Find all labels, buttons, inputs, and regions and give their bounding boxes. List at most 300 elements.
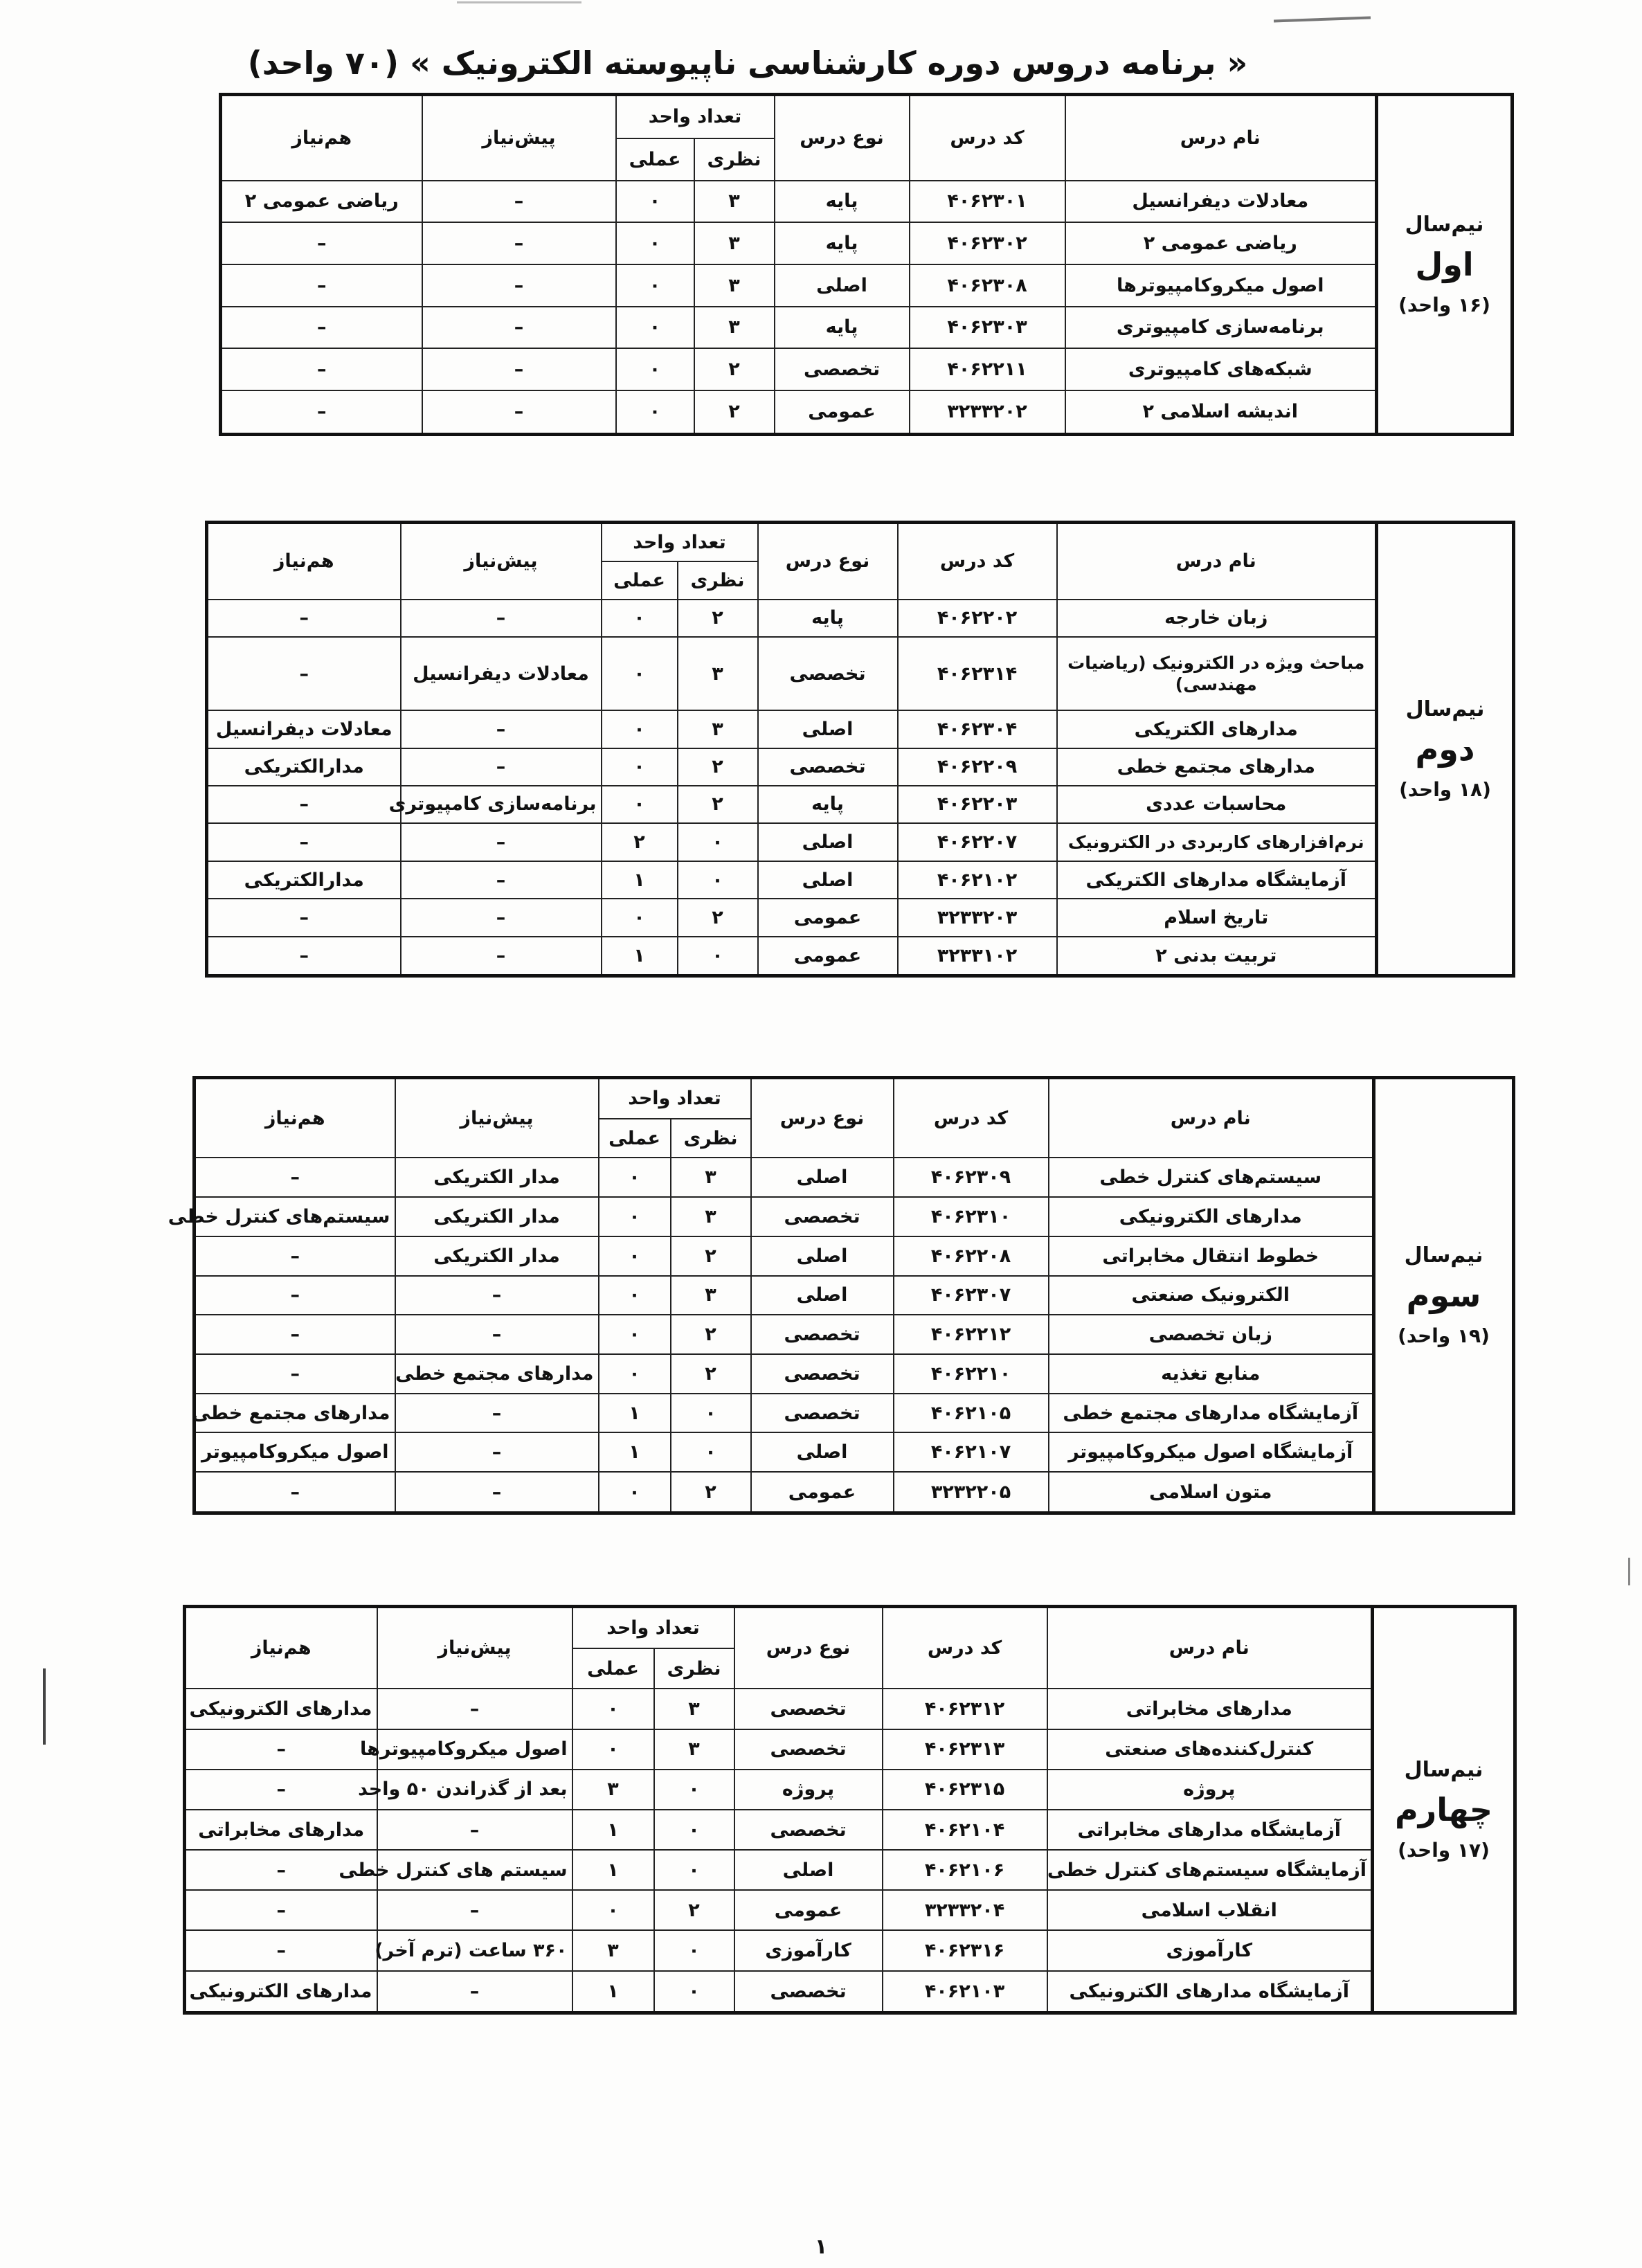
semester-units: (۱۶ واحد) [1398, 294, 1490, 316]
practical-units-cell: ۰ [602, 600, 678, 637]
prerequisite-cell: مدار الکتریکی [395, 1236, 599, 1276]
course-name-cell: اندیشه اسلامی ۲ [1065, 390, 1377, 435]
scan-artifact [457, 1, 581, 3]
corequisite-cell: مدارالکتریکی [207, 861, 401, 899]
semester-body-3 [168, 1078, 1514, 1513]
prerequisite-cell: – [422, 348, 616, 390]
course-type-cell: اصلی [734, 1850, 883, 1890]
table-row [207, 899, 1514, 936]
theory-units-cell: ۰ [678, 861, 758, 899]
prerequisite-cell: – [377, 1971, 572, 2013]
prerequisite-cell: – [401, 748, 602, 786]
table-row [185, 1770, 1515, 1810]
theory-units-cell: ۲ [654, 1890, 734, 1930]
header-course-code: کد درس [898, 523, 1057, 600]
corequisite-cell: – [195, 1158, 395, 1197]
course-code-cell: ۴۰۶۲۲۱۰ [894, 1354, 1049, 1394]
header-course-type: نوع درس [751, 1078, 894, 1158]
practical-units-cell: ۰ [602, 748, 678, 786]
header-theory: نظری [694, 138, 775, 181]
theory-units-cell: ۰ [671, 1432, 751, 1472]
theory-units-cell: ۳ [654, 1689, 734, 1729]
table-row [221, 181, 1513, 223]
table-row [221, 222, 1513, 264]
course-name-cell: آزمایشگاه مدارهای مجتمع خطی [1049, 1394, 1374, 1433]
corequisite-cell: – [221, 307, 422, 349]
course-name-cell: تربیت بدنی ۲ [1057, 937, 1377, 976]
course-code-cell: ۴۰۶۲۳۰۸ [910, 264, 1065, 307]
semester-table-4 [183, 1605, 1513, 2015]
corequisite-cell: – [185, 1770, 377, 1810]
prerequisite-cell: – [377, 1810, 572, 1850]
course-code-cell: ۴۰۶۲۲۰۳ [898, 786, 1057, 823]
practical-units-cell: ۰ [599, 1354, 671, 1394]
header-theory: نظری [671, 1119, 751, 1158]
course-name-cell: مدارهای الکتریکی [1057, 710, 1377, 748]
header-practical: عملی [572, 1648, 654, 1689]
header-corequisite: هم‌نیاز [221, 95, 422, 181]
header-course-type: نوع درس [758, 523, 898, 600]
corequisite-cell: معادلات دیفرانسیل [207, 710, 401, 748]
header-practical: عملی [599, 1119, 671, 1158]
prerequisite-cell: – [401, 861, 602, 899]
prerequisite-cell: – [395, 1472, 599, 1513]
prerequisite-cell: – [395, 1315, 599, 1354]
table-row [207, 600, 1514, 637]
corequisite-cell: – [195, 1236, 395, 1276]
table-row [185, 1890, 1515, 1930]
course-code-cell: ۳۲۳۳۲۰۳ [898, 899, 1057, 936]
course-code-cell: ۴۰۶۲۲۱۱ [910, 348, 1065, 390]
scan-artifact [1274, 17, 1371, 23]
practical-units-cell: ۰ [602, 786, 678, 823]
course-name-cell: خطوط انتقال مخابراتی [1049, 1236, 1374, 1276]
prerequisite-cell: – [395, 1394, 599, 1433]
theory-units-cell: ۳ [678, 637, 758, 710]
course-name-cell: زبان تخصصی [1049, 1315, 1374, 1354]
header-course-code: کد درس [883, 1607, 1047, 1689]
semester-label-cell [1373, 1607, 1515, 2013]
course-name-cell: منابع تغذیه [1049, 1354, 1374, 1394]
theory-units-cell: ۰ [671, 1394, 751, 1433]
course-name-cell: آزمایشگاه مدارهای الکترونیکی [1047, 1971, 1373, 2013]
corequisite-cell: – [221, 390, 422, 435]
semester-label-cell [1377, 95, 1513, 435]
course-code-cell: ۴۰۶۲۱۰۳ [883, 1971, 1047, 2013]
header-course-name: نام درس [1065, 95, 1377, 181]
theory-units-cell: ۳ [671, 1197, 751, 1236]
practical-units-cell: ۰ [616, 264, 694, 307]
course-type-cell: عمومی [734, 1890, 883, 1930]
course-type-cell: عمومی [758, 899, 898, 936]
course-type-cell: تخصصی [734, 1689, 883, 1729]
course-code-cell: ۴۰۶۲۳۰۹ [894, 1158, 1049, 1197]
semester-body-1 [221, 95, 1513, 435]
corequisite-cell: – [221, 222, 422, 264]
course-name-cell: معادلات دیفرانسیل [1065, 181, 1377, 223]
prerequisite-cell: – [377, 1890, 572, 1930]
course-type-cell: اصلی [758, 710, 898, 748]
table-row [195, 1158, 1514, 1197]
course-code-cell: ۴۰۶۲۱۰۵ [894, 1394, 1049, 1433]
semester-units: (۱۸ واحد) [1399, 778, 1491, 801]
theory-units-cell: ۲ [694, 390, 775, 435]
header-practical: عملی [602, 561, 678, 599]
theory-units-cell: ۳ [654, 1729, 734, 1770]
theory-units-cell: ۰ [654, 1770, 734, 1810]
practical-units-cell: ۰ [616, 222, 694, 264]
course-code-cell: ۴۰۶۲۳۰۳ [910, 307, 1065, 349]
header-units: تعداد واحد [616, 95, 775, 138]
semester-label: نیم‌سال [1405, 213, 1484, 237]
course-code-cell: ۴۰۶۲۱۰۷ [894, 1432, 1049, 1472]
practical-units-cell: ۰ [599, 1236, 671, 1276]
course-type-cell: تخصصی [751, 1315, 894, 1354]
course-code-cell: ۳۲۳۳۲۰۲ [910, 390, 1065, 435]
header-theory: نظری [654, 1648, 734, 1689]
prerequisite-cell: – [422, 390, 616, 435]
table-row [195, 1315, 1514, 1354]
course-type-cell: پایه [775, 222, 910, 264]
course-code-cell: ۴۰۶۲۱۰۲ [898, 861, 1057, 899]
header-course-code: کد درس [894, 1078, 1049, 1158]
prerequisite-cell: – [422, 264, 616, 307]
theory-units-cell: ۳ [694, 264, 775, 307]
course-name-cell: مدارهای مخابراتی [1047, 1689, 1373, 1729]
header-prerequisite: پیش‌نیاز [401, 523, 602, 600]
course-type-cell: پایه [775, 307, 910, 349]
course-name-cell: انقلاب اسلامی [1047, 1890, 1373, 1930]
corequisite-cell: – [185, 1729, 377, 1770]
table-row [185, 1850, 1515, 1890]
course-type-cell: تخصصی [758, 748, 898, 786]
practical-units-cell: ۰ [599, 1315, 671, 1354]
table-row [195, 1432, 1514, 1472]
semester-body-2 [207, 523, 1514, 976]
header-practical: عملی [616, 138, 694, 181]
table-row [195, 1276, 1514, 1315]
corequisite-cell: ریاضی عمومی ۲ [221, 181, 422, 223]
course-type-cell: تخصصی [734, 1971, 883, 2013]
course-type-cell: عمومی [751, 1472, 894, 1513]
course-code-cell: ۴۰۶۲۳۱۲ [883, 1689, 1047, 1729]
course-code-cell: ۴۰۶۲۳۱۶ [883, 1930, 1047, 1970]
page-number: ۱ [814, 2235, 828, 2259]
course-type-cell: اصلی [751, 1236, 894, 1276]
table-row [195, 1472, 1514, 1513]
semester-label-cell [1377, 523, 1514, 976]
prerequisite-cell: – [401, 710, 602, 748]
course-type-cell: تخصصی [751, 1394, 894, 1433]
corequisite-cell: – [195, 1354, 395, 1394]
table-row [195, 1354, 1514, 1394]
corequisite-cell: – [207, 786, 401, 823]
theory-units-cell: ۲ [671, 1315, 751, 1354]
table-row [207, 861, 1514, 899]
header-row [221, 95, 1513, 138]
course-name-cell: آزمایشگاه مدارهای الکتریکی [1057, 861, 1377, 899]
header-prerequisite: پیش‌نیاز [377, 1607, 572, 1689]
theory-units-cell: ۳ [671, 1158, 751, 1197]
semester-table-3 [168, 1076, 1512, 1515]
corequisite-cell: – [207, 600, 401, 637]
course-name-cell: سیستم‌های کنترل خطی [1049, 1158, 1374, 1197]
prerequisite-cell: – [401, 823, 602, 861]
course-name-cell: شبکه‌های کامپیوتری [1065, 348, 1377, 390]
scan-artifact [1628, 1558, 1630, 1585]
course-code-cell: ۴۰۶۲۳۱۳ [883, 1729, 1047, 1770]
semester-units: (۱۹ واحد) [1398, 1324, 1490, 1347]
corequisite-cell: – [195, 1276, 395, 1315]
corequisite-cell: – [221, 348, 422, 390]
corequisite-cell: – [195, 1315, 395, 1354]
practical-units-cell: ۱ [572, 1971, 654, 2013]
corequisite-cell: – [185, 1890, 377, 1930]
table-row [207, 937, 1514, 976]
course-type-cell: پروژه [734, 1770, 883, 1810]
practical-units-cell: ۰ [616, 390, 694, 435]
course-type-cell: کارآموزی [734, 1930, 883, 1970]
theory-units-cell: ۲ [678, 748, 758, 786]
practical-units-cell: ۱ [599, 1432, 671, 1472]
header-theory: نظری [678, 561, 758, 599]
practical-units-cell: ۱ [572, 1810, 654, 1850]
table-row [185, 1971, 1515, 2013]
header-prerequisite: پیش‌نیاز [395, 1078, 599, 1158]
table-row [221, 307, 1513, 349]
semester-label: نیم‌سال [1404, 1243, 1483, 1268]
header-corequisite: هم‌نیاز [195, 1078, 395, 1158]
course-name-cell: ریاضی عمومی ۲ [1065, 222, 1377, 264]
table-row [221, 264, 1513, 307]
header-row [185, 1607, 1515, 1649]
semester-units: (۱۷ واحد) [1398, 1839, 1490, 1862]
course-name-cell: تاریخ اسلام [1057, 899, 1377, 936]
practical-units-cell: ۲ [602, 823, 678, 861]
course-code-cell: ۴۰۶۲۳۱۴ [898, 637, 1057, 710]
header-course-name: نام درس [1047, 1607, 1373, 1689]
practical-units-cell: ۰ [616, 348, 694, 390]
practical-units-cell: ۳ [572, 1930, 654, 1970]
course-code-cell: ۴۰۶۲۲۰۲ [898, 600, 1057, 637]
table-row [207, 637, 1514, 710]
course-type-cell: اصلی [758, 861, 898, 899]
corequisite-cell: – [207, 823, 401, 861]
theory-units-cell: ۳ [678, 710, 758, 748]
course-type-cell: اصلی [751, 1158, 894, 1197]
course-code-cell: ۳۲۳۲۲۰۵ [894, 1472, 1049, 1513]
scan-artifact [43, 1668, 46, 1745]
corequisite-cell: – [185, 1850, 377, 1890]
semester-table-1 [219, 93, 1510, 436]
theory-units-cell: ۲ [671, 1472, 751, 1513]
corequisite-cell: – [221, 264, 422, 307]
theory-units-cell: ۰ [678, 937, 758, 976]
theory-units-cell: ۳ [694, 222, 775, 264]
prerequisite-cell: – [395, 1276, 599, 1315]
theory-units-cell: ۲ [678, 786, 758, 823]
table-row [221, 348, 1513, 390]
corequisite-cell: مدارالکتریکی [207, 748, 401, 786]
theory-units-cell: ۰ [678, 823, 758, 861]
course-name-cell: کنترل‌کننده‌های صنعتی [1047, 1729, 1373, 1770]
course-type-cell: اصلی [775, 264, 910, 307]
course-name-cell: محاسبات عددی [1057, 786, 1377, 823]
page-title: « برنامه دروس دوره کارشناسی ناپیوسته الکترونیک » (۷۰ واحد) [247, 44, 1248, 82]
course-type-cell: عمومی [758, 937, 898, 976]
semester-label: نیم‌سال [1404, 1758, 1483, 1782]
header-course-name: نام درس [1057, 523, 1377, 600]
table-row [207, 786, 1514, 823]
table-row [195, 1236, 1514, 1276]
prerequisite-cell: معادلات دیفرانسیل [401, 637, 602, 710]
practical-units-cell: ۰ [616, 307, 694, 349]
table-row [221, 390, 1513, 435]
course-name-cell: کارآموزی [1047, 1930, 1373, 1970]
header-units: تعداد واحد [602, 523, 758, 562]
practical-units-cell: ۰ [599, 1197, 671, 1236]
theory-units-cell: ۰ [654, 1810, 734, 1850]
corequisite-cell: مدارهای الکترونیکی [185, 1689, 377, 1729]
theory-units-cell: ۳ [694, 307, 775, 349]
practical-units-cell: ۰ [602, 899, 678, 936]
prerequisite-cell: – [401, 600, 602, 637]
semester-label-cell [1374, 1078, 1514, 1513]
course-code-cell: ۴۰۶۲۱۰۶ [883, 1850, 1047, 1890]
course-code-cell: ۴۰۶۲۲۰۸ [894, 1236, 1049, 1276]
practical-units-cell: ۱ [572, 1850, 654, 1890]
theory-units-cell: ۰ [654, 1850, 734, 1890]
header-course-type: نوع درس [734, 1607, 883, 1689]
practical-units-cell: ۰ [572, 1689, 654, 1729]
header-row [195, 1078, 1514, 1119]
practical-units-cell: ۰ [572, 1890, 654, 1930]
practical-units-cell: ۱ [602, 861, 678, 899]
course-code-cell: ۳۲۳۳۲۰۴ [883, 1890, 1047, 1930]
course-name-cell: مدارهای مجتمع خطی [1057, 748, 1377, 786]
corequisite-cell: مدارهای الکترونیکی [185, 1971, 377, 2013]
practical-units-cell: ۰ [602, 710, 678, 748]
theory-units-cell: ۲ [671, 1236, 751, 1276]
corequisite-cell: سیستم‌های کنترل خطی [195, 1197, 395, 1236]
header-course-name: نام درس [1049, 1078, 1374, 1158]
course-type-cell: اصلی [751, 1432, 894, 1472]
course-code-cell: ۴۰۶۲۱۰۴ [883, 1810, 1047, 1850]
course-name-cell: برنامه‌سازی کامپیوتری [1065, 307, 1377, 349]
course-name-cell: متون اسلامی [1049, 1472, 1374, 1513]
prerequisite-cell: – [422, 181, 616, 223]
table-row [185, 1930, 1515, 1970]
semester-ordinal: دوم [1415, 730, 1475, 768]
prerequisite-cell: بعد از گذراندن ۵۰ واحد [377, 1770, 572, 1810]
prerequisite-cell: – [395, 1432, 599, 1472]
theory-units-cell: ۳ [694, 181, 775, 223]
practical-units-cell: ۱ [599, 1394, 671, 1433]
corequisite-cell: – [195, 1472, 395, 1513]
table-row [207, 710, 1514, 748]
practical-units-cell: ۳ [572, 1770, 654, 1810]
course-name-cell: اصول میکروکامپیوترها [1065, 264, 1377, 307]
table-row [195, 1394, 1514, 1433]
course-name-cell: نرم‌افزارهای کاربردی در الکترونیک [1057, 823, 1377, 861]
semester-ordinal: سوم [1406, 1276, 1481, 1314]
header-course-type: نوع درس [775, 95, 910, 181]
course-type-cell: اصلی [758, 823, 898, 861]
course-name-cell: زبان خارجه [1057, 600, 1377, 637]
course-code-cell: ۴۰۶۲۳۱۵ [883, 1770, 1047, 1810]
prerequisite-cell: سیستم های کنترل خطی [377, 1850, 572, 1890]
practical-units-cell: ۰ [599, 1472, 671, 1513]
practical-units-cell: ۰ [599, 1276, 671, 1315]
corequisite-cell: اصول میکروکامپیوتر [195, 1432, 395, 1472]
corequisite-cell: – [207, 937, 401, 976]
practical-units-cell: ۰ [599, 1158, 671, 1197]
theory-units-cell: ۳ [671, 1276, 751, 1315]
course-code-cell: ۴۰۶۲۲۰۹ [898, 748, 1057, 786]
prerequisite-cell: – [401, 899, 602, 936]
theory-units-cell: ۰ [654, 1930, 734, 1970]
course-type-cell: تخصصی [734, 1810, 883, 1850]
semester-ordinal: اول [1415, 245, 1474, 283]
corequisite-cell: – [207, 899, 401, 936]
course-name-cell: الکترونیک صنعتی [1049, 1276, 1374, 1315]
header-corequisite: هم‌نیاز [207, 523, 401, 600]
course-type-cell: تخصصی [751, 1354, 894, 1394]
prerequisite-cell: اصول میکروکامپیوترها [377, 1729, 572, 1770]
semester-label: نیم‌سال [1405, 697, 1485, 721]
course-code-cell: ۴۰۶۲۳۰۷ [894, 1276, 1049, 1315]
course-type-cell: تخصصی [775, 348, 910, 390]
semester-table-2 [205, 521, 1512, 978]
course-type-cell: پایه [775, 181, 910, 223]
corequisite-cell: – [185, 1930, 377, 1970]
theory-units-cell: ۲ [678, 899, 758, 936]
course-name-cell: آزمایشگاه اصول میکروکامپیوتر [1049, 1432, 1374, 1472]
corequisite-cell: مدارهای مجتمع خطی [195, 1394, 395, 1433]
prerequisite-cell: مدار الکتریکی [395, 1197, 599, 1236]
theory-units-cell: ۲ [694, 348, 775, 390]
course-type-cell: پایه [758, 600, 898, 637]
header-course-code: کد درس [910, 95, 1065, 181]
semester-body-4 [185, 1607, 1515, 2013]
header-units: تعداد واحد [572, 1607, 734, 1649]
course-type-cell: تخصصی [758, 637, 898, 710]
table-row [185, 1810, 1515, 1850]
course-name-cell: مدارهای الکترونیکی [1049, 1197, 1374, 1236]
table-row [207, 748, 1514, 786]
theory-units-cell: ۰ [654, 1971, 734, 2013]
header-row [207, 523, 1514, 562]
course-type-cell: عمومی [775, 390, 910, 435]
course-code-cell: ۴۰۶۲۳۱۰ [894, 1197, 1049, 1236]
header-corequisite: هم‌نیاز [185, 1607, 377, 1689]
prerequisite-cell: – [377, 1689, 572, 1729]
course-name-cell: پروژه [1047, 1770, 1373, 1810]
theory-units-cell: ۲ [671, 1354, 751, 1394]
prerequisite-cell: برنامه‌سازی کامپیوتری [401, 786, 602, 823]
course-code-cell: ۴۰۶۲۲۱۲ [894, 1315, 1049, 1354]
corequisite-cell: مدارهای مخابراتی [185, 1810, 377, 1850]
practical-units-cell: ۰ [616, 181, 694, 223]
theory-units-cell: ۲ [678, 600, 758, 637]
prerequisite-cell: – [401, 937, 602, 976]
practical-units-cell: ۰ [572, 1729, 654, 1770]
course-name-cell: آزمایشگاه سیستم‌های کنترل خطی [1047, 1850, 1373, 1890]
course-type-cell: تخصصی [734, 1729, 883, 1770]
corequisite-cell: – [207, 637, 401, 710]
course-code-cell: ۴۰۶۲۲۰۷ [898, 823, 1057, 861]
course-name-cell: مباحث ویژه در الکترونیک (ریاضیات مهندسی) [1057, 637, 1377, 710]
